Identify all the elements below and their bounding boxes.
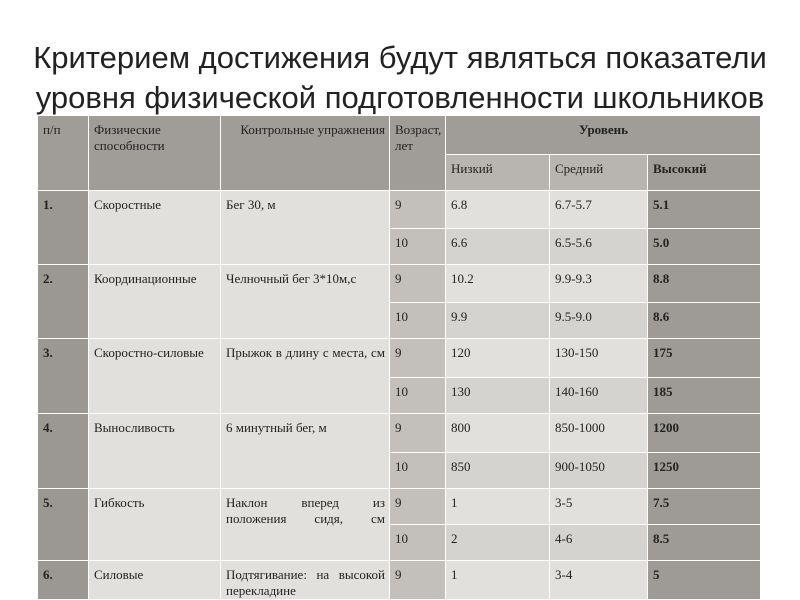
row-mid: 140-160 [550,378,648,414]
row-exercise: Челночный бег 3*10м,с [221,265,390,339]
fitness-criteria-table [38,116,761,600]
row-mid: 9.5-9.0 [550,303,648,339]
row-mid: 4-6 [550,525,648,561]
row-age: 9 [390,191,446,229]
row-high: 5 [648,561,761,600]
row-low: 1 [446,489,550,525]
row-mid: 9.9-9.3 [550,265,648,303]
title-line-2: уровня физической подготовленности школьников [35,80,765,115]
row-low: 850 [446,453,550,489]
row-ability: Координационные [89,265,221,339]
row-num: 2. [38,265,89,339]
row-high: 8.6 [648,303,761,339]
row-exercise: Прыжок в длину с места, см [221,339,390,414]
row-num: 5. [38,489,89,561]
row-mid: 900-1050 [550,453,648,489]
row-num: 6. [38,561,89,600]
row-num: 1. [38,191,89,265]
row-mid: 130-150 [550,339,648,378]
row-mid: 3-5 [550,489,648,525]
row-num: 3. [38,339,89,414]
row-high: 5.0 [648,229,761,265]
row-ability: Гибкость [89,489,221,561]
row-ability: Выносливость [89,414,221,489]
row-ability: Скоростно-силовые [89,339,221,414]
row-mid: 6.7-5.7 [550,191,648,229]
row-mid: 850-1000 [550,414,648,453]
row-age: 10 [390,303,446,339]
row-exercise: Наклон вперед из положения сидя, см [221,489,390,561]
row-mid: 3-4 [550,561,648,600]
header-level: Уровень [446,116,761,155]
row-low: 6.8 [446,191,550,229]
row-age: 10 [390,525,446,561]
row-ability: Скоростные [89,191,221,265]
row-low: 1 [446,561,550,600]
row-low: 6.6 [446,229,550,265]
row-num: 4. [38,414,89,489]
row-age: 9 [390,414,446,453]
header-age: Возраст, лет [390,116,446,191]
row-age: 9 [390,265,446,303]
row-age: 9 [390,561,446,600]
row-mid: 6.5-5.6 [550,229,648,265]
header-ability: Физические способности [89,116,221,191]
row-low: 120 [446,339,550,378]
row-exercise: 6 минутный бег, м [221,414,390,489]
row-low: 130 [446,378,550,414]
row-age: 10 [390,453,446,489]
row-high: 1200 [648,414,761,453]
slide-title [0,38,800,118]
row-low: 10.2 [446,265,550,303]
title-line-1: Критерием достижения будут являться показатели [33,40,767,75]
row-high: 8.5 [648,525,761,561]
row-high: 5.1 [648,191,761,229]
row-exercise: Бег 30, м [221,191,390,265]
row-age: 10 [390,229,446,265]
row-ability: Силовые [89,561,221,600]
header-exercise: Контрольные упражнения [221,116,390,191]
row-low: 800 [446,414,550,453]
row-age: 9 [390,339,446,378]
row-exercise: Подтягивание: на высокой перекладине [221,561,390,600]
row-age: 9 [390,489,446,525]
header-low: Низкий [446,155,550,191]
row-high: 175 [648,339,761,378]
header-high: Высокий [648,155,761,191]
row-age: 10 [390,378,446,414]
row-low: 2 [446,525,550,561]
row-low: 9.9 [446,303,550,339]
row-high: 7.5 [648,489,761,525]
row-high: 8.8 [648,265,761,303]
header-mid: Средний [550,155,648,191]
header-num: п/п [38,116,89,191]
row-high: 185 [648,378,761,414]
row-high: 1250 [648,453,761,489]
